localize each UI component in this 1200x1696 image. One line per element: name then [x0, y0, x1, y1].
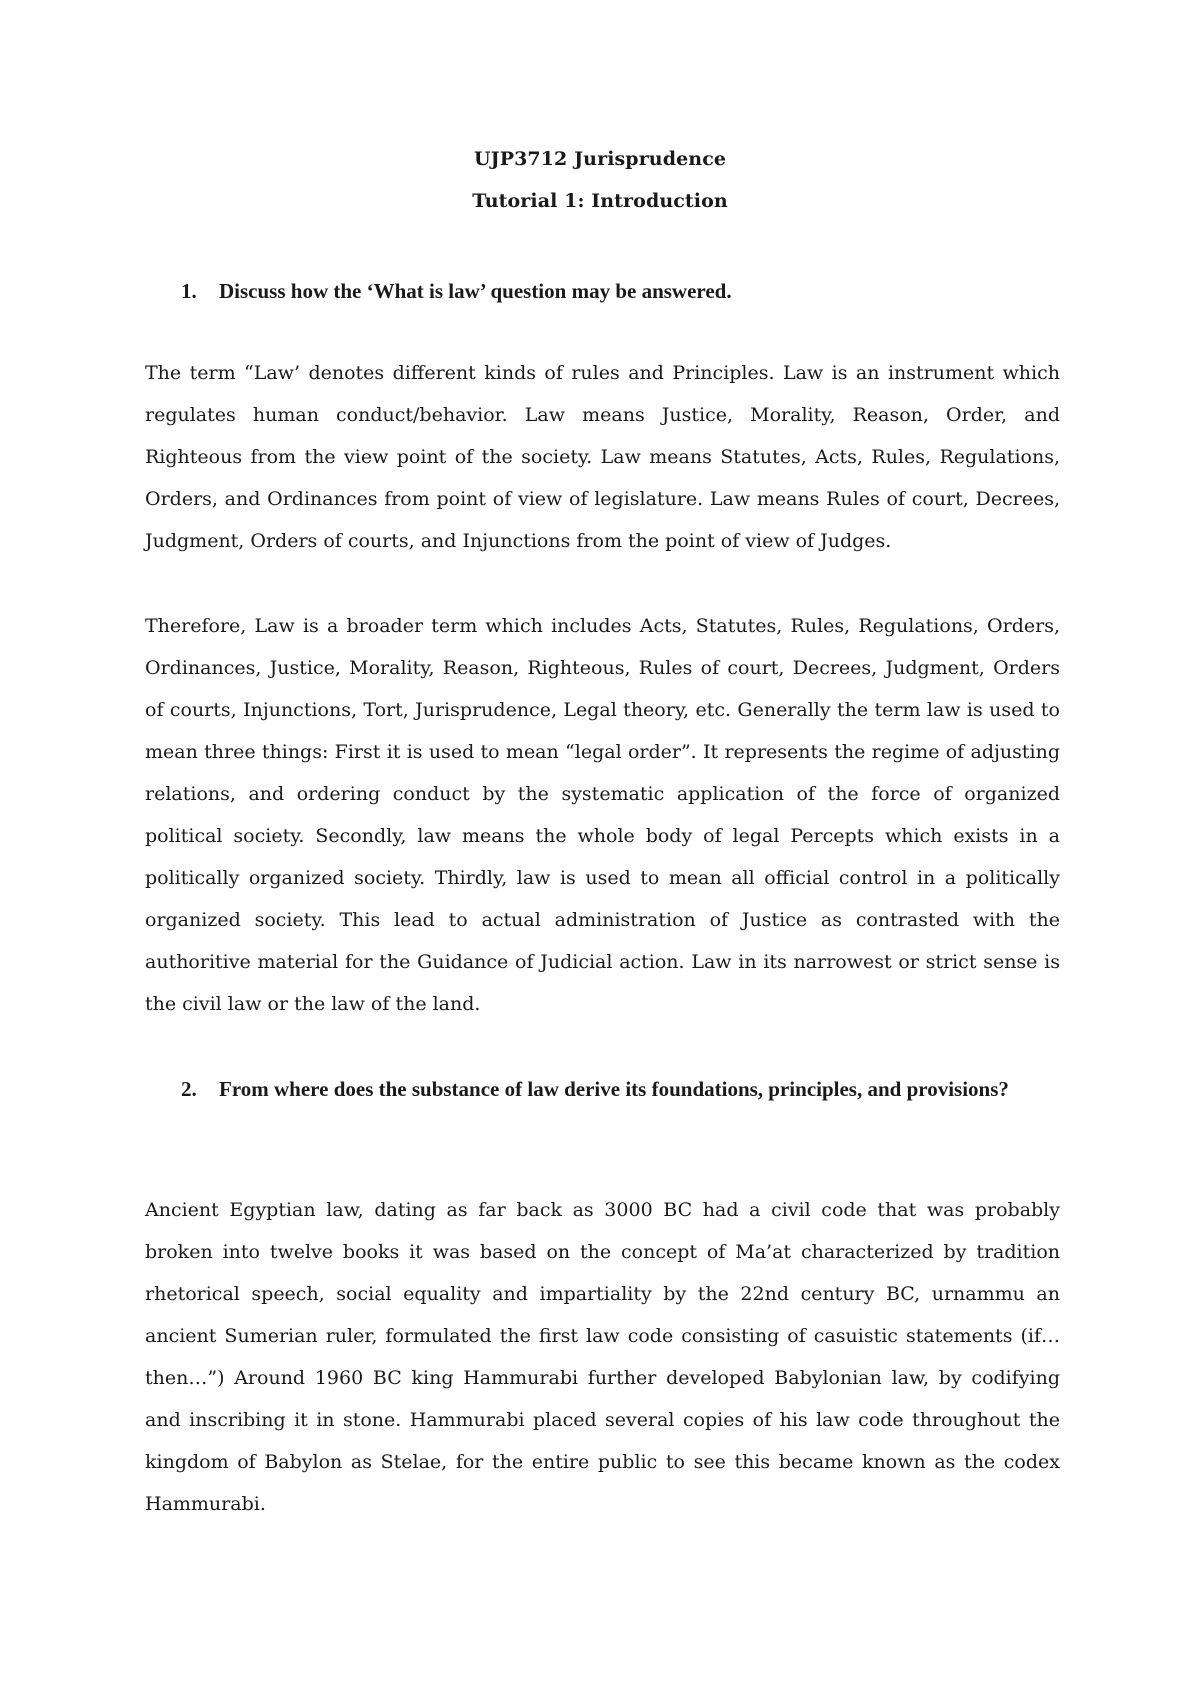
question-2-number: 2.	[181, 1077, 197, 1101]
question-2-text: From where does the substance of law derive its foundations, principles, and provisions?	[219, 1077, 1009, 1101]
question-1-text: Discuss how the ‘What is law’ question may be answered.	[219, 279, 732, 303]
answer-1-paragraph-1: The term “Law’ denotes different kinds of rules and Principles. Law is an instrument which regulates human conduct/behavior. Law means Justice, Morality, Reason, Order, and Righteous from the view point of the society. Law means Statutes, Acts, Rules, Regulations, Orders, and Ordinances from point of view of legislature. Law means Rules of court, Decrees, Judgment, Orders of courts, and Injunctions from the point of view of Judges.	[145, 362, 1060, 552]
course-title: UJP3712 Jurisprudence	[473, 148, 727, 170]
answer-2-paragraph-1: Ancient Egyptian law, dating as far back as 3000 BC had a civil code that was probably broken into twelve books it was based on the concept of Ma’at characterized by tradition rhetorical speech, social equality and impartiality by the 22nd century BC, urnammu an ancient Sumerian ruler, formulated the first law code consisting of casuistic statements (if… then…”) Around 1960 BC king Hammurabi further developed Babylonian law, by codifying and inscribing it in stone. Hammurabi placed several copies of his law code throughout the kingdom of Babylon as Stelae, for the entire public to see this became known as the codex Hammurabi.	[145, 1199, 1060, 1515]
tutorial-title: Tutorial 1: Introduction	[472, 190, 728, 212]
answer-1-paragraph-2: Therefore, Law is a broader term which includes Acts, Statutes, Rules, Regulations, Orders, Ordinances, Justice, Morality, Reason, Righteous, Rules of court, Decrees, Judgment, Orders of courts, Injunctions, Tort, Jurisprudence, Legal theory, etc. Generally the term law is used to mean three things: First it is used to mean “legal order”. It represents the regime of adjusting relations, and ordering conduct by the systematic application of the force of organized political society. Secondly, law means the whole body of legal Percepts which exists in a politically organized society. Thirdly, law is used to mean all official control in a politically organized society. This lead to actual administration of Justice as contrasted with the authoritive material for the Guidance of Judicial action. Law in its narrowest or strict sense is the civil law or the law of the land.	[145, 615, 1060, 1015]
question-1	[145, 270, 1060, 312]
question-2	[145, 1068, 1060, 1110]
question-1-number: 1.	[181, 279, 197, 303]
